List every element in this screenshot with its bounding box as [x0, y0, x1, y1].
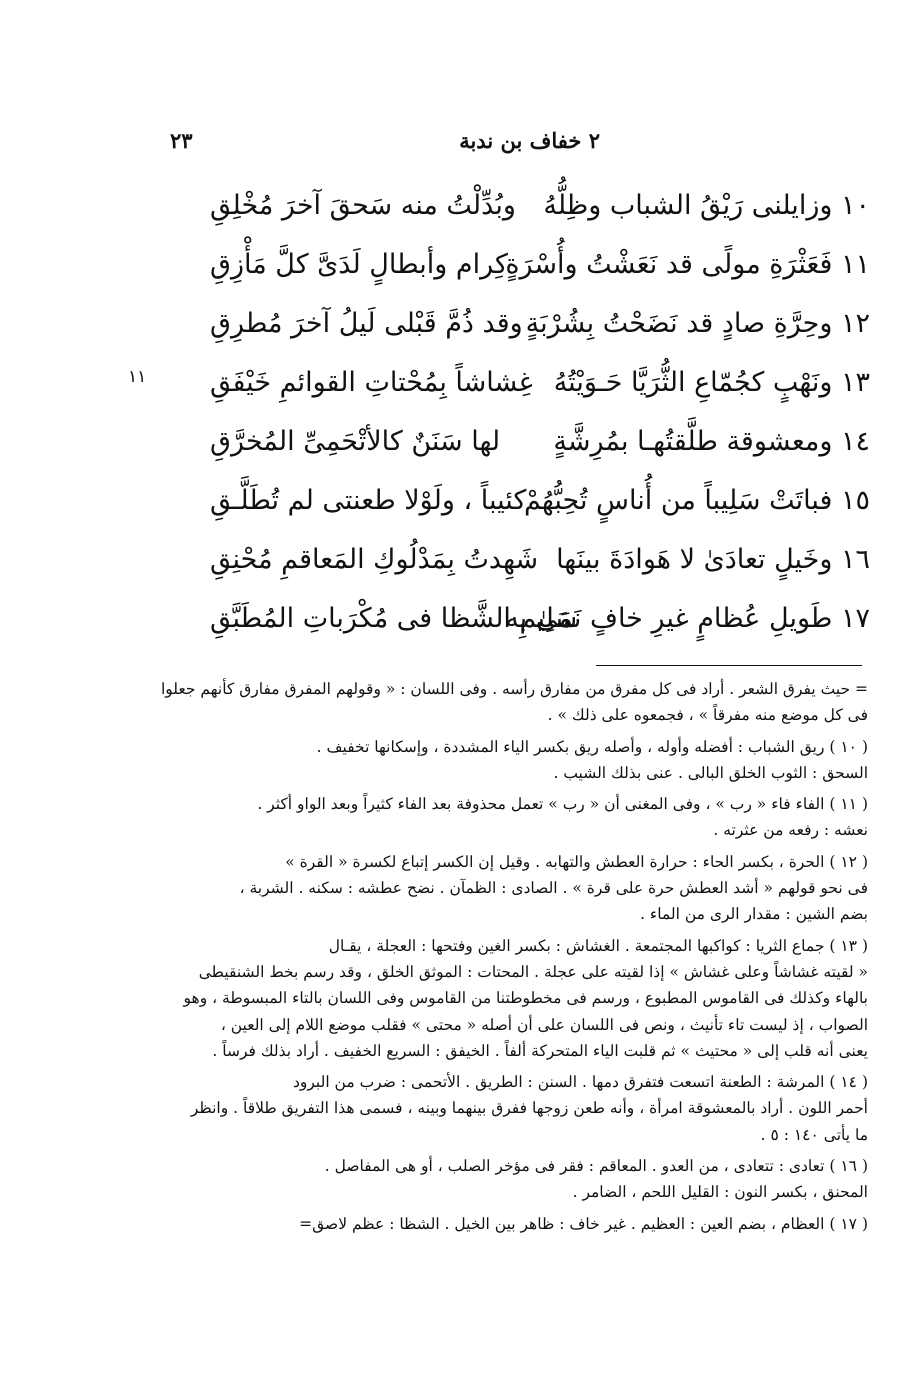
verse-first-hemistich: ١٥ فباتَتْ سَلِيباً من أُناسٍ تُحِبُّهُمْ [523, 485, 870, 516]
footnote-line: ( ١٣ ) جماع الثريا : كواكبها المجتمعة . الغشاش : بكسر الغين وفتحها : العجلة ، يقـال [328, 936, 868, 955]
verse-second-hemistich: شَهِدتُ بِمَدْلُوكِ المَعاقمِ مُحْنِقِ [210, 544, 539, 575]
verse-line [150, 363, 870, 422]
verse-second-hemistich: غِشاشاً بِمُحْتاتِ القوائمِ خَيْفَقِ [210, 367, 533, 398]
verse-line [150, 186, 870, 245]
verse-second-hemistich: لها سَنَنٌ كالأتْحَمِىِّ المُخرَّقِ [210, 426, 501, 457]
footnote-line: بضم الشين : مقدار الرى من الماء . [640, 905, 868, 924]
footnote [158, 734, 868, 787]
verse-second-hemistich: سَلِيمِ الشَّظا فى مُكْرَباتِ المُطَبَّقِ [210, 603, 578, 634]
footnote-line: ( ١١ ) الفاء فاء « رب » ، وفى المغنى أن « رب » تعمل محذوفة بعد الفاء كثيراً وبعد الواو أكثر . [257, 795, 868, 814]
verse-first-hemistich: ١٤ ومعشوقة طلَّقتُهـا بمُرِشَّةٍ [553, 426, 870, 457]
footnote-line: فى كل موضع منه مفرقاً » ، فجمعوه على ذلك » . [547, 706, 868, 725]
verse-line [150, 422, 870, 481]
footnote-line: ( ١٧ ) العظام ، بضم العين : العظيم . غير خاف : ظاهر بين الخيل . الشظا : عظم لاصق= [299, 1214, 868, 1233]
footnotes [158, 676, 868, 1237]
verse-first-hemistich: ١٧ طَويلِ عُظامٍ غيرِ خافٍ نَمَىٰ به [505, 603, 870, 634]
verse-second-hemistich: وقد ذُمَّ قَبْلى لَيلُ آخرَ مُطرِقِ [210, 308, 523, 339]
footnote-divider [596, 665, 862, 666]
footnote-line: = حيث يفرق الشعر . أراد فى كل مفرق من مفارق رأسه . وفى اللسان : « وقولهم المفرق مفارق كأنهم جعلوا [160, 680, 868, 698]
verse-line [150, 599, 870, 658]
verse-first-hemistich: ١٠ وزايلنى رَيْقُ الشباب وظِلُّهُ [543, 190, 870, 221]
margin-reference-number: ١١ [128, 367, 147, 387]
footnote [158, 1211, 868, 1237]
footnote [158, 849, 868, 928]
verse-second-hemistich: كئيباً ، ولَوْلا طعنتى لم تُطَلَّـقِ [210, 485, 527, 516]
verse-first-hemistich: ١٦ وخَيلٍ تعادَىٰ لا هَوادَةَ بينَها [556, 544, 870, 575]
footnote-line: ( ١٦ ) تعادى : تتعادى ، من العدو . المعاقم : فقر فى مؤخر الصلب ، أو هى المفاصل . [324, 1157, 868, 1176]
footnote-line: ( ١٠ ) ريق الشباب : أفضله وأوله ، وأصله ريق بكسر الياء المشددة ، وإسكانها تخفيف . [316, 737, 868, 756]
page-number: ٢٣ [170, 128, 193, 153]
footnote-line: ( ١٢ ) الحرة ، بكسر الحاء : حرارة العطش والتهابه . وقيل إن الكسر إتباع لكسرة « القرة » [285, 852, 868, 871]
verse-first-hemistich: ١٢ وحِرَّةِ صادٍ قد نَضَحْتُ بِشُرْبَةٍ [525, 308, 870, 339]
verse-line [150, 481, 870, 540]
poem-verses [150, 186, 870, 658]
footnote [158, 1153, 868, 1206]
footnote-line: ما يأتى ١٤٠ : ٥ . [760, 1125, 868, 1144]
running-head [170, 128, 770, 158]
footnote [158, 791, 868, 844]
footnote-line: ( ١٤ ) المرشة : الطعنة اتسعت فتفرق دمها . السنن : الطريق . الأتحمى : ضرب من البرود [292, 1073, 868, 1092]
footnote-line: نعشه : رفعه من عثرته . [713, 821, 868, 840]
verse-first-hemistich: ١١ فَعَثْرَةِ مولًى قد نَعَشْتُ وأُسْرَةٍ [505, 249, 870, 280]
footnote [158, 676, 868, 729]
footnote-line: السحق : الثوب الخلق البالى . عنى بذلك الشيب . [553, 763, 868, 782]
footnote-line: بالهاء وكذلك فى القاموس المطبوع ، ورسم فى مخطوطتنا من القاموس وفى اللسان بالتاء المبسوطة ، وهو [183, 989, 868, 1008]
footnote-line: المحنق ، بكسر النون : القليل اللحم ، الضامر . [572, 1183, 868, 1202]
footnote-line: « لقيته غشاشاً وعلى غشاش » إذا لقيته على عجلة . المحتات : الموثق الخلق ، وقد رسم بخط الشنقيطى [198, 962, 868, 981]
footnote [158, 1069, 868, 1148]
verse-line [150, 245, 870, 304]
footnote-line: أحمر اللون . أراد بالمعشوقة امرأة ، وأنه طعن زوجها ففرق بينهما وبينه ، فسمى هذا التفريق طلاقاً . وانظر [190, 1099, 868, 1118]
verse-first-hemistich: ١٣ ونَهْبٍ كجُمّاعِ الثُّرَيَّا حَـوَيْتُهُ [553, 367, 870, 398]
verse-second-hemistich: وبُدِّلْتُ منه سَحقَ آخرَ مُخْلِقِ [210, 190, 516, 221]
verse-line [150, 540, 870, 599]
footnote-line: يعنى أنه قلب إلى « محتيث » ثم قلبت الياء المتحركة ألفاً . الخيفق : السريع الخفيف . أراد بذلك فرساً . [212, 1041, 868, 1060]
verse-second-hemistich: كِرام وأبطالٍ لَدَىَّ كلَّ مَأْزِقِ [210, 249, 508, 280]
verse-line [150, 304, 870, 363]
header-title: ٢ خفاف بن ندبة [459, 128, 600, 153]
footnote [158, 933, 868, 1064]
footnote-line: الصواب ، إذ ليست تاء تأنيث ، ونص فى اللسان على أن أصله « محتى » فقلب موضع اللام إلى العين ، [220, 1015, 868, 1034]
footnote-line: فى نحو قولهم « أشد العطش حرة على قرة » . الصادى : الظمآن . نضح عطشه : سكنه . الشربة ، [239, 879, 868, 898]
